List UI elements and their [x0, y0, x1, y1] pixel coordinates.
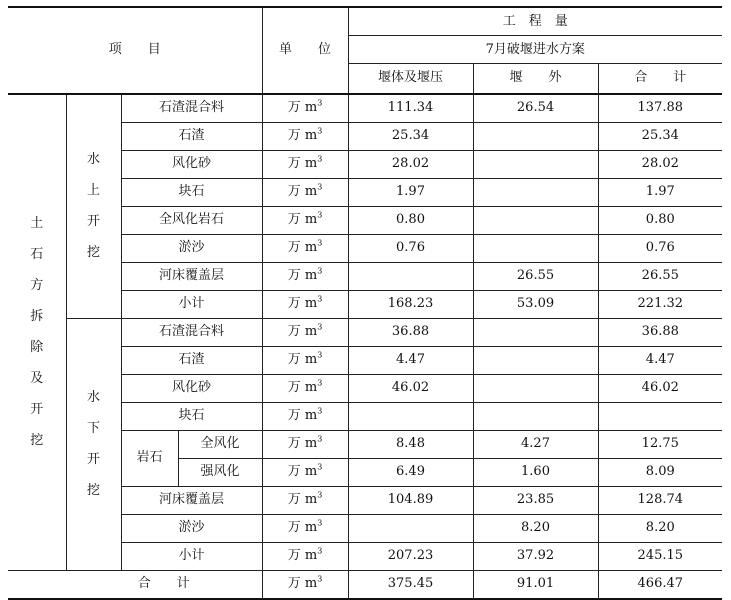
value-outside: 37.92 — [473, 542, 598, 570]
item-name: 石渣 — [121, 122, 262, 150]
vertical-char: 开 — [30, 402, 44, 417]
unit-sup: 3 — [317, 126, 323, 136]
vertical-char: 水 — [86, 390, 100, 405]
value-outside: 26.55 — [473, 262, 598, 290]
value-outside: 1.60 — [473, 458, 598, 486]
value-total: 0.80 — [598, 206, 722, 234]
value-outside: 91.01 — [473, 570, 598, 599]
vertical-char: 开 — [86, 452, 100, 467]
unit-text: 万 m — [287, 380, 318, 395]
value-total: 28.02 — [598, 150, 722, 178]
unit-cell — [262, 206, 348, 234]
vertical-char: 下 — [86, 421, 100, 436]
value-weir: 111.34 — [348, 94, 473, 123]
unit-text: 万 m — [287, 436, 318, 451]
unit-text: 万 m — [287, 128, 318, 143]
unit-cell — [262, 430, 348, 458]
value-weir: 104.89 — [348, 486, 473, 514]
value-outside: 53.09 — [473, 290, 598, 318]
vertical-char: 上 — [86, 183, 100, 198]
item-name: 全风化岩石 — [121, 206, 262, 234]
value-total: 12.75 — [598, 430, 722, 458]
value-weir — [348, 402, 473, 430]
unit-sup: 3 — [317, 518, 323, 528]
item-name: 风化砂 — [121, 374, 262, 402]
unit-cell — [262, 402, 348, 430]
header-col-total: 合 计 — [598, 64, 722, 94]
value-total: 128.74 — [598, 486, 722, 514]
table-row — [8, 94, 722, 123]
item-name: 全风化 — [178, 430, 262, 458]
item-name: 淤沙 — [121, 234, 262, 262]
header-item: 项 目 — [8, 7, 262, 94]
value-total: 46.02 — [598, 374, 722, 402]
vertical-char: 方 — [30, 278, 44, 293]
group-below-label — [66, 318, 121, 570]
unit-cell — [262, 94, 348, 123]
vertical-char: 石 — [30, 247, 44, 262]
unit-cell — [262, 290, 348, 318]
vertical-char: 挖 — [30, 433, 44, 448]
header-col-outside: 堰 外 — [473, 64, 598, 94]
value-total: 221.32 — [598, 290, 722, 318]
unit-text: 万 m — [287, 100, 318, 115]
value-weir — [348, 262, 473, 290]
value-outside — [473, 206, 598, 234]
vertical-char: 除 — [30, 340, 44, 355]
item-name: 小计 — [121, 542, 262, 570]
unit-sup: 3 — [317, 462, 323, 472]
unit-cell — [262, 262, 348, 290]
value-total: 26.55 — [598, 262, 722, 290]
unit-text: 万 m — [287, 576, 318, 591]
value-outside — [473, 234, 598, 262]
value-weir: 0.80 — [348, 206, 473, 234]
value-weir: 36.88 — [348, 318, 473, 346]
value-weir: 207.23 — [348, 542, 473, 570]
item-name: 河床覆盖层 — [121, 262, 262, 290]
value-weir — [348, 514, 473, 542]
unit-text: 万 m — [287, 156, 318, 171]
value-total: 0.76 — [598, 234, 722, 262]
value-total: 8.20 — [598, 514, 722, 542]
unit-text: 万 m — [287, 324, 318, 339]
unit-sup: 3 — [317, 266, 323, 276]
value-total: 36.88 — [598, 318, 722, 346]
unit-sup: 3 — [317, 182, 323, 192]
rock-label: 岩石 — [121, 430, 178, 486]
value-total: 4.47 — [598, 346, 722, 374]
table-row — [8, 318, 722, 346]
unit-sup: 3 — [317, 98, 323, 108]
unit-text: 万 m — [287, 296, 318, 311]
unit-cell — [262, 178, 348, 206]
value-outside: 23.85 — [473, 486, 598, 514]
item-name: 块石 — [121, 402, 262, 430]
vertical-char: 及 — [30, 371, 44, 386]
vertical-char: 土 — [30, 216, 44, 231]
unit-text: 万 m — [287, 212, 318, 227]
unit-sup: 3 — [317, 434, 323, 444]
value-outside — [473, 178, 598, 206]
item-name: 风化砂 — [121, 150, 262, 178]
item-name: 强风化 — [178, 458, 262, 486]
vertical-char: 开 — [86, 214, 100, 229]
unit-sup: 3 — [317, 294, 323, 304]
unit-sup: 3 — [317, 490, 323, 500]
vertical-char: 水 — [86, 152, 100, 167]
quantity-table-document — [8, 6, 722, 600]
value-weir: 6.49 — [348, 458, 473, 486]
total-label: 合 计 — [66, 570, 262, 599]
item-name: 石渣混合料 — [121, 318, 262, 346]
header-col-weir: 堰体及堰压 — [348, 64, 473, 94]
unit-cell — [262, 570, 348, 599]
value-total: 1.97 — [598, 178, 722, 206]
value-outside: 4.27 — [473, 430, 598, 458]
unit-sup: 3 — [317, 322, 323, 332]
total-row — [8, 570, 722, 599]
unit-sup: 3 — [317, 574, 323, 584]
value-weir: 1.97 — [348, 178, 473, 206]
unit-text: 万 m — [287, 520, 318, 535]
value-total — [598, 402, 722, 430]
unit-sup: 3 — [317, 406, 323, 416]
value-total: 8.09 — [598, 458, 722, 486]
value-weir: 4.47 — [348, 346, 473, 374]
value-total: 137.88 — [598, 94, 722, 123]
unit-cell — [262, 458, 348, 486]
value-weir: 375.45 — [348, 570, 473, 599]
table-body — [8, 94, 722, 599]
unit-cell — [262, 514, 348, 542]
value-weir: 168.23 — [348, 290, 473, 318]
value-outside: 26.54 — [473, 94, 598, 123]
value-total: 466.47 — [598, 570, 722, 599]
quantity-table — [8, 6, 722, 600]
unit-text: 万 m — [287, 352, 318, 367]
header-unit: 单 位 — [262, 7, 348, 94]
unit-cell — [262, 374, 348, 402]
group-above-label — [66, 94, 121, 319]
unit-sup: 3 — [317, 546, 323, 556]
unit-text: 万 m — [287, 240, 318, 255]
unit-sup: 3 — [317, 210, 323, 220]
item-name: 河床覆盖层 — [121, 486, 262, 514]
item-name: 小计 — [121, 290, 262, 318]
unit-text: 万 m — [287, 184, 318, 199]
unit-text: 万 m — [287, 492, 318, 507]
unit-cell — [262, 318, 348, 346]
item-name: 石渣 — [121, 346, 262, 374]
header-scheme: 7月破堰进水方案 — [348, 36, 722, 64]
value-outside: 8.20 — [473, 514, 598, 542]
value-outside — [473, 402, 598, 430]
value-total: 245.15 — [598, 542, 722, 570]
unit-sup: 3 — [317, 350, 323, 360]
vertical-char: 拆 — [30, 309, 44, 324]
value-outside — [473, 122, 598, 150]
unit-sup: 3 — [317, 238, 323, 248]
total-blank — [8, 570, 66, 599]
group-main-label — [8, 94, 66, 571]
value-total: 25.34 — [598, 122, 722, 150]
vertical-char: 挖 — [86, 245, 100, 260]
unit-text: 万 m — [287, 408, 318, 423]
value-weir: 46.02 — [348, 374, 473, 402]
value-outside — [473, 318, 598, 346]
value-outside — [473, 346, 598, 374]
unit-cell — [262, 486, 348, 514]
value-outside — [473, 150, 598, 178]
unit-sup: 3 — [317, 378, 323, 388]
value-outside — [473, 374, 598, 402]
vertical-char: 挖 — [86, 483, 100, 498]
unit-sup: 3 — [317, 154, 323, 164]
unit-text: 万 m — [287, 548, 318, 563]
unit-cell — [262, 346, 348, 374]
item-name: 淤沙 — [121, 514, 262, 542]
value-weir: 0.76 — [348, 234, 473, 262]
unit-cell — [262, 542, 348, 570]
unit-text: 万 m — [287, 268, 318, 283]
value-weir: 28.02 — [348, 150, 473, 178]
header-quantity: 工 程 量 — [348, 7, 722, 36]
item-name: 石渣混合料 — [121, 94, 262, 123]
value-weir: 8.48 — [348, 430, 473, 458]
unit-cell — [262, 150, 348, 178]
value-weir: 25.34 — [348, 122, 473, 150]
unit-cell — [262, 234, 348, 262]
item-name: 块石 — [121, 178, 262, 206]
unit-cell — [262, 122, 348, 150]
unit-text: 万 m — [287, 464, 318, 479]
